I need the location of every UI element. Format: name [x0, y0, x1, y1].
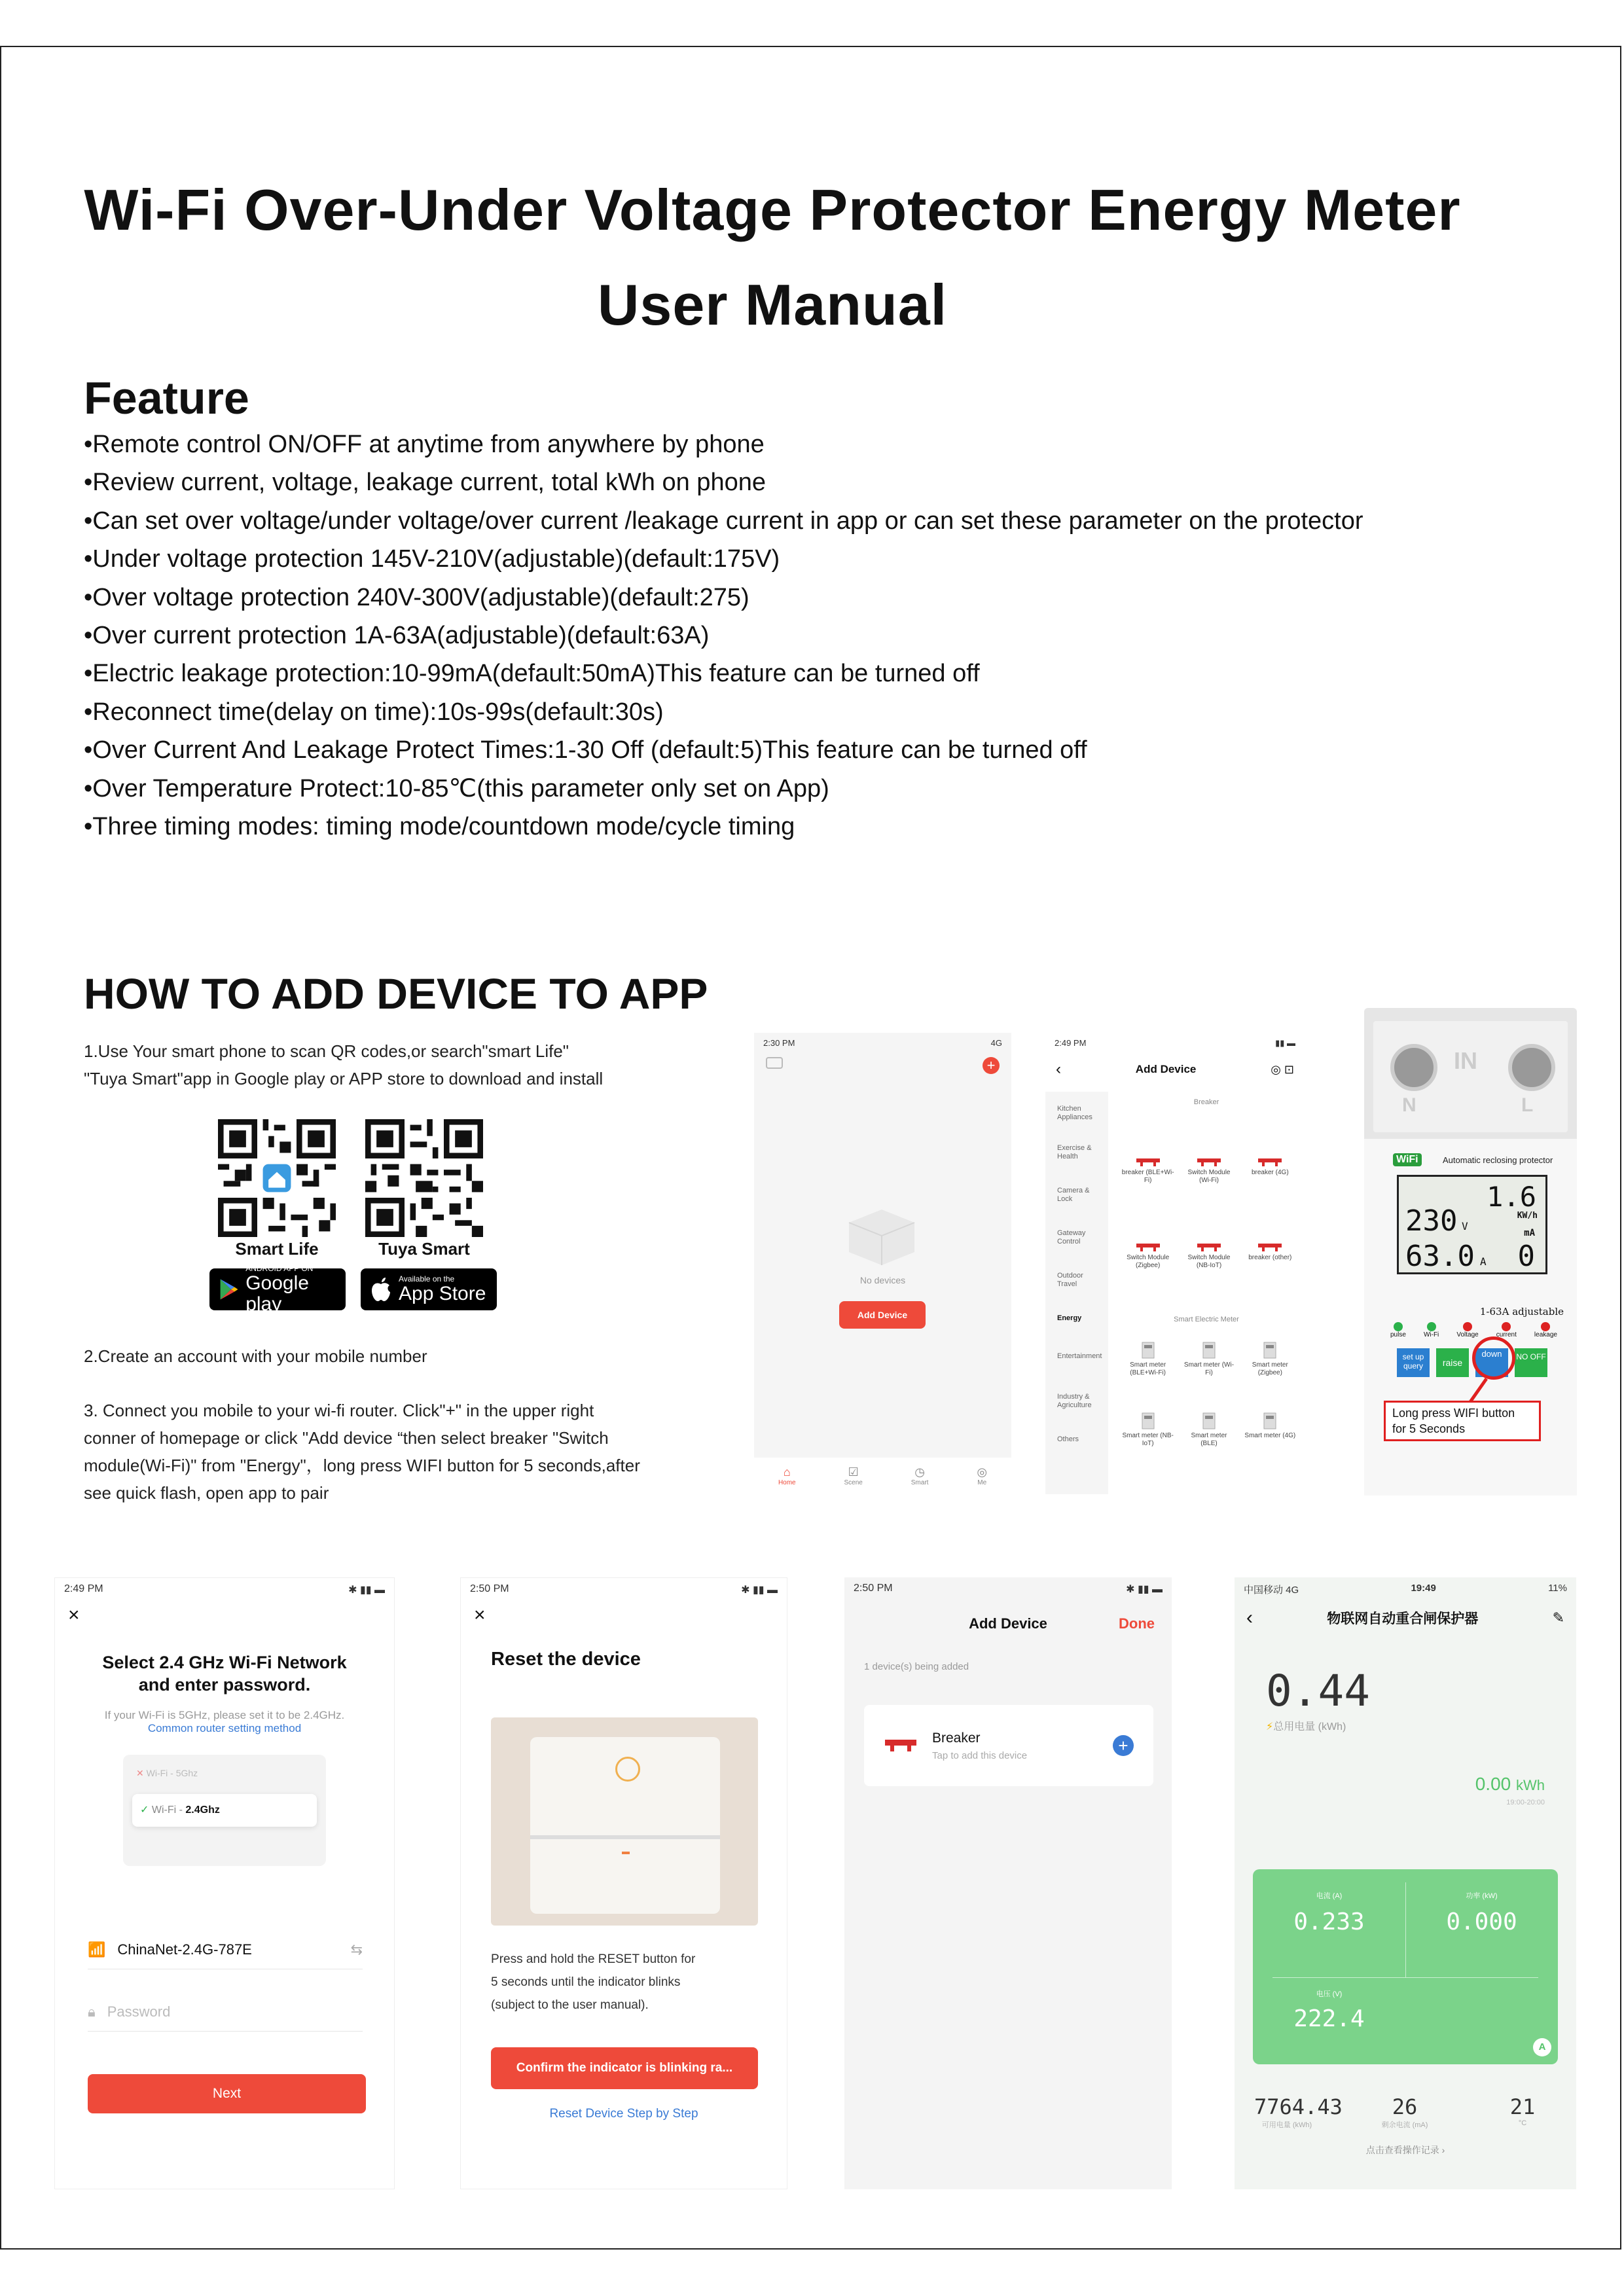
- wifi-title-line: and enter password.: [138, 1675, 311, 1695]
- google-play-icon: [219, 1276, 239, 1302]
- voltage-value: 222.4: [1293, 2005, 1365, 2032]
- device-tile[interactable]: Smart meter (BLE): [1183, 1412, 1235, 1448]
- howto-heading: HOW TO ADD DEVICE TO APP: [84, 969, 708, 1018]
- available-kwh: 7764.43: [1254, 2094, 1343, 2119]
- category-item[interactable]: Exercise & Health: [1057, 1144, 1092, 1160]
- status-bar: 2:49 PM ✱ ▮▮ ▬: [64, 1583, 385, 1596]
- category-item[interactable]: Entertainment: [1057, 1352, 1102, 1360]
- no-devices-text: No devices: [859, 1275, 906, 1285]
- step-3-line: 3. Connect you mobile to your wi-fi router. Click"+" in the upper right: [84, 1401, 594, 1420]
- lcd-kwh-unit: KW/h: [1517, 1211, 1538, 1221]
- screen-title: Add Device: [1135, 1063, 1197, 1075]
- device-tile-switch-module-wifi[interactable]: Switch Module (Wi-Fi): [1183, 1157, 1235, 1185]
- callout-line: Long press WIFI button: [1392, 1407, 1515, 1420]
- power-icon: [615, 1757, 640, 1782]
- step-3-line: module(Wi-Fi)" from "Energy"，long press WIFI button for 5 seconds,after: [84, 1456, 640, 1475]
- lcd-kwh: 1.6: [1487, 1181, 1536, 1213]
- wifi-illustration: ✕ Wi-Fi - 5Ghz ✓ Wi-Fi - 2.4Ghz: [123, 1755, 326, 1866]
- status-bar: 2:50 PM ✱ ▮▮ ▬: [470, 1583, 778, 1596]
- feature-item: •Three timing modes: timing mode/countdown mode/cycle timing: [84, 813, 795, 841]
- section-breaker: Breaker: [1193, 1098, 1219, 1106]
- led-indicator: Voltage: [1456, 1322, 1478, 1338]
- reset-steps-link[interactable]: Reset Device Step by Step: [549, 2107, 698, 2121]
- lcd-voltage-unit: V: [1462, 1220, 1468, 1232]
- step-1: [84, 1037, 738, 1092]
- operation-log-link[interactable]: 点击查看操作记录 ›: [1365, 2145, 1445, 2155]
- add-device-plus-icon[interactable]: +: [1113, 1735, 1134, 1756]
- device-tile[interactable]: Smart meter (BLE+Wi-Fi): [1122, 1342, 1174, 1377]
- category-item[interactable]: Industry & Agriculture: [1057, 1393, 1092, 1409]
- no-off-button[interactable]: NO OFF: [1515, 1348, 1547, 1377]
- status-time: 2:30 PM: [763, 1038, 795, 1048]
- breaker-icon: [1196, 1157, 1222, 1166]
- phone-device-found-screen: [844, 1577, 1172, 2189]
- breaker-icon: [1257, 1242, 1283, 1251]
- meter-icon: [1202, 1412, 1216, 1429]
- wifi-network-name: ChinaNet-2.4G-787E: [117, 1941, 252, 1958]
- device-tile[interactable]: Switch Module (NB-IoT): [1183, 1242, 1235, 1270]
- lcd-voltage: 230: [1405, 1204, 1458, 1238]
- wifi-logo: WiFi: [1393, 1153, 1422, 1166]
- breaker-icon: [884, 1738, 918, 1753]
- lock-icon: 🔒︎: [88, 2003, 96, 2020]
- raise-button[interactable]: raise: [1436, 1348, 1469, 1377]
- terminal-in-label: IN: [1454, 1047, 1477, 1074]
- status-battery: 11%: [1548, 1583, 1567, 1594]
- phone-home-screen: [754, 1033, 1011, 1494]
- led-indicator: pulse: [1390, 1322, 1406, 1338]
- switch-network-icon[interactable]: ⇆: [350, 1941, 363, 1958]
- app-store-badge[interactable]: [361, 1268, 497, 1310]
- auto-mode-icon[interactable]: A: [1533, 2038, 1551, 2056]
- reset-device-image: [491, 1717, 758, 1926]
- device-tile[interactable]: breaker (4G): [1244, 1157, 1296, 1185]
- device-tile[interactable]: Switch Module (Zigbee): [1122, 1242, 1174, 1270]
- step-2: 2.Create an account with your mobile number: [84, 1346, 427, 1366]
- status-time: 2:49 PM: [1055, 1038, 1087, 1048]
- feature-item: •Reconnect time(delay on time):10s-99s(default:30s): [84, 698, 664, 726]
- status-time: 2:49 PM: [64, 1583, 103, 1594]
- status-carrier: 中国移动 4G: [1244, 1585, 1299, 1596]
- password-placeholder: Password: [107, 2003, 171, 2020]
- edit-icon[interactable]: ✎: [1552, 1609, 1564, 1626]
- apple-badge-big: App Store: [399, 1283, 486, 1304]
- tab-bar: [754, 1458, 1011, 1494]
- step-3: [84, 1397, 745, 1507]
- led-indicator: Wi-Fi: [1424, 1322, 1439, 1338]
- screen-title: Add Device: [969, 1615, 1047, 1632]
- password-field[interactable]: [88, 2003, 363, 2032]
- next-button[interactable]: Next: [88, 2074, 366, 2113]
- breaker-icon: [1196, 1242, 1222, 1251]
- add-device-button[interactable]: Add Device: [839, 1301, 926, 1329]
- step-1-line: "Tuya Smart"app in Google play or APP store to download and install: [84, 1069, 604, 1088]
- meter-icon: [1142, 1412, 1155, 1429]
- temperature-label: °C: [1518, 2119, 1527, 2127]
- down-wifi-button[interactable]: down: [1475, 1348, 1508, 1377]
- status-signal: 4G: [990, 1038, 1002, 1048]
- step-1-line: 1.Use Your smart phone to scan QR codes,or search"smart Life": [84, 1041, 569, 1061]
- tuya-smart-label: Tuya Smart: [378, 1239, 470, 1259]
- meter-icon: [1263, 1412, 1276, 1429]
- residual-current: 26: [1392, 2094, 1418, 2119]
- residual-current-label: 剩余电流 (mA): [1381, 2121, 1428, 2129]
- led-indicator: leakage: [1534, 1322, 1557, 1338]
- temperature: 21: [1509, 2094, 1536, 2119]
- device-photo: [1364, 1008, 1577, 1496]
- reset-desc: 5 seconds until the indicator blinks: [491, 1975, 681, 1989]
- feature-item: •Under voltage protection 145V-210V(adjustable)(default:175V): [84, 545, 780, 573]
- feature-heading: Feature: [84, 372, 249, 423]
- status-bar: 2:50 PM ✱ ▮▮ ▬: [854, 1583, 1163, 1595]
- phone-add-device-screen: [1045, 1033, 1305, 1494]
- google-badge-big: Google play: [245, 1272, 309, 1315]
- wifi-24g-prefix: Wi-Fi -: [151, 1804, 186, 1816]
- breaker-icon: [1135, 1157, 1161, 1166]
- meter-icon: [1202, 1342, 1216, 1359]
- title-line-2: User Manual: [597, 272, 948, 337]
- smart-life-qr-code: [218, 1119, 336, 1237]
- device-tile[interactable]: Smart meter (Zigbee): [1244, 1342, 1296, 1377]
- section-smart-meter: Smart Electric Meter: [1174, 1316, 1239, 1323]
- indicator-light: [622, 1852, 630, 1854]
- feature-item: •Over current protection 1A-63A(adjustable)(default:63A): [84, 622, 710, 650]
- close-icon[interactable]: ×: [68, 1604, 80, 1626]
- total-kwh: 0.44: [1266, 1666, 1370, 1716]
- empty-box-icon: [836, 1196, 928, 1268]
- smart-life-label: Smart Life: [235, 1239, 319, 1259]
- phone-meter-screen: 中国移动 4G 19:49 11% ‹ 物联网自动重合闸保护器 ✎ 0.44 ⚡总用电量 (kWh) 0.00 kWh 19:00-20:00 电流 (A) 0.233 功率 (kW) 0.000 电压 (V) 222.4 A 7764.43 可用电量 (kWh) 26 剩余电流 (mA) 21 °C 点击查看操作记录 ›: [1235, 1577, 1576, 2189]
- current-value: 0.233: [1293, 1909, 1365, 1935]
- breaker-icon: [1135, 1242, 1161, 1251]
- category-item[interactable]: Gateway Control: [1057, 1229, 1086, 1246]
- found-device-card[interactable]: [864, 1705, 1153, 1786]
- back-icon[interactable]: ‹: [1056, 1060, 1061, 1078]
- feature-item: •Over Temperature Protect:10-85℃(this parameter only set on App): [84, 774, 829, 802]
- setup-query-button[interactable]: set up query: [1397, 1348, 1430, 1377]
- google-badge-small: ANDROID APP ON: [245, 1264, 314, 1273]
- step-3-line: see quick flash, open app to pair: [84, 1483, 329, 1503]
- menu-icon[interactable]: [766, 1057, 783, 1069]
- status-time: 2:50 PM: [854, 1583, 893, 1594]
- highlight-circle: [1472, 1336, 1515, 1380]
- today-kwh: 0.00: [1475, 1774, 1511, 1794]
- add-plus-icon[interactable]: +: [983, 1057, 1000, 1074]
- device-tile[interactable]: breaker (BLE+Wi-Fi): [1122, 1157, 1174, 1185]
- feature-item: •Can set over voltage/under voltage/over current /leakage current in app or can set these parameter on the protector: [84, 507, 1363, 535]
- status-time: 19:49: [1411, 1583, 1436, 1594]
- status-bar: [754, 1033, 1011, 1053]
- terminal-screw-icon: [1508, 1044, 1555, 1091]
- phone-wifi-screen: [54, 1577, 395, 2189]
- step-3-line: conner of homepage or click "Add device “then select breaker "Switch: [84, 1428, 609, 1448]
- category-item[interactable]: Kitchen Appliances: [1057, 1105, 1092, 1121]
- available-kwh-label: 可用电量 (kWh): [1261, 2121, 1312, 2129]
- category-item[interactable]: Camera & Lock: [1057, 1187, 1090, 1203]
- lcd-ma: 0: [1517, 1240, 1535, 1273]
- close-icon[interactable]: ×: [474, 1604, 486, 1626]
- device-name: Breaker: [932, 1730, 981, 1746]
- google-play-badge[interactable]: [209, 1264, 346, 1315]
- feature-list: [84, 425, 1589, 846]
- feature-item: •Remote control ON/OFF at anytime from anywhere by phone: [84, 431, 765, 458]
- tab-me[interactable]: ◎ Me: [977, 1465, 988, 1486]
- callout-box: [1384, 1401, 1541, 1441]
- router-setting-link[interactable]: Common router setting method: [147, 1722, 302, 1734]
- voltage-label: 电压 (V): [1316, 1990, 1343, 1998]
- tab-home[interactable]: ⌂ Home: [778, 1465, 796, 1486]
- meter-title: 物联网自动重合闸保护器: [1327, 1611, 1479, 1626]
- wifi-icon: 📶: [88, 1941, 106, 1958]
- category-item-energy[interactable]: Energy: [1057, 1314, 1082, 1322]
- wifi-24g-option: 2.4Ghz: [185, 1804, 220, 1816]
- meter-icon: [1263, 1342, 1276, 1359]
- lcd-current-unit: A: [1480, 1255, 1487, 1268]
- device-brand-text: Automatic reclosing protector: [1443, 1155, 1553, 1165]
- reset-desc: Press and hold the RESET button for: [491, 1952, 696, 1966]
- led-indicator: current: [1496, 1322, 1517, 1338]
- confirm-blinking-button[interactable]: Confirm the indicator is blinking ra...: [491, 2047, 758, 2089]
- apple-icon: [370, 1276, 392, 1302]
- feature-item: •Over voltage protection 240V-300V(adjustable)(default:275): [84, 583, 749, 611]
- wifi-hint: If your Wi-Fi is 5GHz, please set it to be 2.4GHz.: [104, 1709, 345, 1721]
- breaker-icon: [1257, 1157, 1283, 1166]
- tab-scene[interactable]: ☑ Scene: [844, 1465, 863, 1486]
- current-label: 电流 (A): [1316, 1892, 1343, 1900]
- device-subtitle: Tap to add this device: [932, 1749, 1028, 1761]
- terminal-n-label: N: [1402, 1094, 1416, 1116]
- reset-desc: (subject to the user manual).: [491, 1998, 649, 2012]
- today-kwh-unit: kWh: [1516, 1777, 1545, 1793]
- device-range-text: 1-63A adjustable: [1479, 1306, 1564, 1318]
- terminal-screw-icon: [1390, 1044, 1437, 1091]
- category-item[interactable]: Others: [1057, 1435, 1079, 1443]
- lcd-ma-unit: mA: [1524, 1228, 1535, 1238]
- category-item[interactable]: Outdoor Travel: [1057, 1272, 1083, 1288]
- callout-line: for 5 Seconds: [1392, 1422, 1466, 1435]
- adding-status: 1 device(s) being added: [864, 1661, 969, 1672]
- lcd-display: [1397, 1175, 1547, 1274]
- status-bar: 2:49 PM ▮▮ ▬: [1055, 1038, 1295, 1048]
- status-bar: [1235, 1577, 1576, 1602]
- feature-item: •Electric leakage protection:10-99mA(default:50mA)This feature can be turned off: [84, 660, 980, 688]
- phone-reset-screen: [460, 1577, 787, 2189]
- device-tile[interactable]: Smart meter (NB-IoT): [1122, 1412, 1174, 1448]
- feature-item: •Over Current And Leakage Protect Times:1-30 Off (default:5)This feature can be turned off: [84, 736, 1087, 764]
- power-value: 0.000: [1446, 1909, 1517, 1935]
- device-tile[interactable]: Smart meter (Wi-Fi): [1183, 1342, 1235, 1377]
- wifi-network-field[interactable]: [88, 1941, 363, 1969]
- today-time-range: 19:00-20:00: [1506, 1799, 1545, 1806]
- scan-icon[interactable]: ◎ ⊡: [1271, 1062, 1294, 1076]
- wifi-title-line: Select 2.4 GHz Wi-Fi Network: [102, 1653, 347, 1672]
- category-sidebar: [1045, 1092, 1108, 1494]
- tuya-smart-qr-code: [365, 1119, 483, 1237]
- apple-badge-small: Available on the: [399, 1274, 455, 1283]
- reset-title: Reset the device: [491, 1649, 641, 1670]
- power-label: 功率 (kW): [1466, 1892, 1498, 1900]
- meter-readings-card: [1253, 1869, 1558, 2064]
- tab-smart[interactable]: ◷ Smart: [911, 1465, 929, 1486]
- back-icon[interactable]: ‹: [1246, 1607, 1253, 1628]
- done-button[interactable]: Done: [1119, 1615, 1155, 1632]
- title-line-1: Wi-Fi Over-Under Voltage Protector Energy Meter: [84, 177, 1461, 242]
- device-tile[interactable]: Smart meter (4G): [1244, 1412, 1296, 1448]
- device-tile[interactable]: breaker (other): [1244, 1242, 1296, 1270]
- lcd-current: 63.0: [1405, 1240, 1475, 1273]
- meter-icon: [1142, 1342, 1155, 1359]
- status-time: 2:50 PM: [470, 1583, 509, 1594]
- terminal-l-label: L: [1521, 1094, 1534, 1116]
- total-kwh-label: 总用电量 (kWh): [1273, 1721, 1346, 1732]
- feature-item: •Review current, voltage, leakage current, total kWh on phone: [84, 469, 766, 497]
- wifi-5g-option: Wi-Fi - 5Ghz: [146, 1768, 198, 1778]
